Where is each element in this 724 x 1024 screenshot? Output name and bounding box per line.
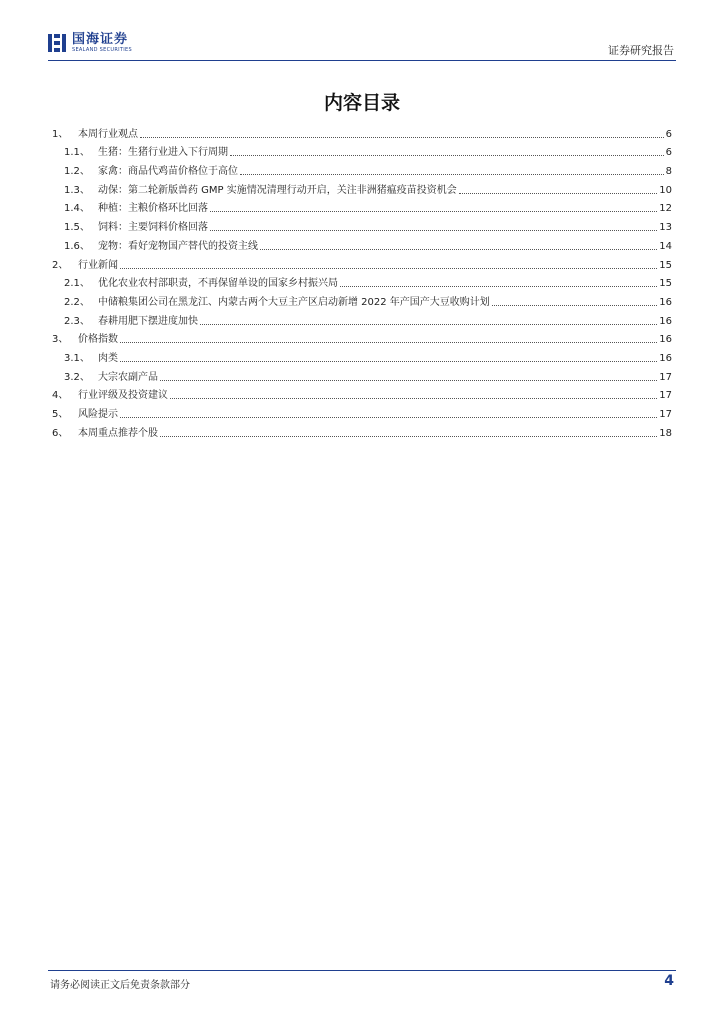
toc-entry[interactable] bbox=[52, 328, 672, 347]
toc-entry-number: 2.1、 bbox=[64, 278, 90, 290]
toc-entry-title: 肉类 bbox=[98, 352, 118, 364]
toc-entry-page: 17 bbox=[659, 390, 672, 402]
toc-entry-title: 价格指数 bbox=[78, 334, 118, 346]
toc-entry-page: 10 bbox=[659, 184, 672, 196]
toc-entry-title: 风险提示 bbox=[78, 409, 118, 420]
toc-entry-page: 13 bbox=[659, 222, 672, 234]
toc-entry[interactable] bbox=[52, 384, 672, 403]
toc-entry-title: 大宗农副产品 bbox=[98, 371, 158, 383]
toc-entry[interactable] bbox=[52, 197, 672, 216]
toc-entry[interactable] bbox=[52, 309, 672, 328]
toc-dot-leader bbox=[120, 360, 657, 362]
toc-entry-page: 12 bbox=[659, 203, 672, 215]
toc-entry-number: 3、 bbox=[52, 334, 69, 346]
page-header bbox=[48, 28, 676, 61]
toc-entry[interactable] bbox=[52, 290, 672, 309]
toc-entry-number: 1、 bbox=[52, 128, 69, 140]
toc-entry-title: 行业新闻 bbox=[78, 259, 118, 271]
sealand-logo-icon bbox=[48, 32, 68, 54]
toc-entry-number: 1.1、 bbox=[64, 147, 90, 159]
disclaimer-text: 请务必阅读正文后免责条款部分 bbox=[50, 980, 190, 991]
toc-entry-number: 4、 bbox=[52, 390, 69, 402]
toc-entry-title: 饲料：主要饲料价格回落 bbox=[98, 222, 208, 234]
toc-entry-number: 5、 bbox=[52, 409, 69, 420]
toc-dot-leader bbox=[170, 397, 657, 399]
toc-entry-title: 中储粮集团公司在黑龙江、内蒙古两个大豆主产区启动新增 2022 年产国产大豆收购计划 bbox=[98, 296, 490, 308]
table-of-contents bbox=[52, 122, 672, 440]
toc-dot-leader bbox=[230, 154, 664, 156]
toc-entry-number: 3.1、 bbox=[64, 352, 90, 364]
toc-dot-leader bbox=[459, 192, 658, 194]
toc-dot-leader bbox=[140, 136, 664, 138]
toc-entry[interactable] bbox=[52, 178, 672, 197]
toc-entry[interactable] bbox=[52, 234, 672, 253]
toc-entry-page: 17 bbox=[659, 371, 672, 383]
toc-entry-title: 生猪：生猪行业进入下行周期 bbox=[98, 147, 228, 159]
toc-dot-leader bbox=[120, 341, 657, 343]
page-footer bbox=[48, 970, 676, 991]
toc-title: 内容目录 bbox=[323, 92, 400, 114]
toc-entry[interactable] bbox=[52, 346, 672, 365]
toc-entry-title: 春耕用肥下摆进度加快 bbox=[98, 315, 198, 327]
toc-entry-number: 6、 bbox=[52, 427, 69, 439]
toc-entry-number: 2.2、 bbox=[64, 296, 90, 308]
toc-entry-title: 宠物：看好宠物国产替代的投资主线 bbox=[98, 240, 258, 252]
toc-entry[interactable] bbox=[52, 402, 672, 421]
toc-entry-page: 8 bbox=[665, 166, 672, 178]
toc-entry-number: 1.5、 bbox=[64, 222, 90, 234]
toc-entry-page: 15 bbox=[659, 259, 672, 271]
toc-dot-leader bbox=[200, 323, 657, 325]
toc-entry[interactable] bbox=[52, 253, 672, 272]
toc-dot-leader bbox=[120, 416, 657, 418]
toc-entry-page: 16 bbox=[659, 334, 672, 346]
toc-entry-page: 14 bbox=[659, 240, 672, 252]
company-logo bbox=[48, 30, 132, 56]
toc-entry-title: 行业评级及投资建议 bbox=[78, 390, 168, 402]
toc-entry-page: 18 bbox=[659, 427, 672, 439]
toc-entry-title: 优化农业农村部职责，不再保留单设的国家乡村振兴局 bbox=[98, 278, 338, 290]
toc-entry-number: 2.3、 bbox=[64, 315, 90, 327]
toc-entry[interactable] bbox=[52, 122, 672, 141]
toc-entry-page: 6 bbox=[665, 147, 672, 159]
logo-english-name: SEALAND SECURITIES bbox=[72, 46, 132, 53]
toc-entry-number: 1.2、 bbox=[64, 166, 90, 178]
toc-entry-page: 16 bbox=[659, 352, 672, 364]
page-number: 4 bbox=[664, 973, 674, 989]
toc-entry[interactable] bbox=[52, 272, 672, 291]
toc-dot-leader bbox=[160, 435, 657, 437]
toc-entry[interactable] bbox=[52, 215, 672, 234]
toc-entry[interactable] bbox=[52, 159, 672, 178]
toc-dot-leader bbox=[240, 173, 664, 175]
toc-entry-number: 3.2、 bbox=[64, 371, 90, 383]
toc-entry-title: 动保：第二轮新版兽药 GMP 实施情况清理行动开启，关注非洲猪瘟疫苗投资机会 bbox=[98, 184, 457, 196]
toc-entry-page: 6 bbox=[665, 128, 672, 140]
toc-dot-leader bbox=[120, 267, 657, 269]
toc-dot-leader bbox=[210, 229, 657, 231]
toc-entry-page: 16 bbox=[659, 296, 672, 308]
report-type-label: 证券研究报告 bbox=[608, 44, 674, 57]
toc-entry-title: 种植：主粮价格环比回落 bbox=[98, 203, 208, 215]
toc-entry-title: 家禽：商品代鸡苗价格位于高位 bbox=[98, 166, 238, 178]
toc-entry[interactable] bbox=[52, 141, 672, 160]
toc-entry-title: 本周重点推荐个股 bbox=[78, 427, 158, 439]
toc-dot-leader bbox=[160, 379, 657, 381]
logo-chinese-name: 国海证券 bbox=[72, 31, 129, 47]
toc-dot-leader bbox=[492, 304, 657, 306]
toc-entry-page: 16 bbox=[659, 315, 672, 327]
toc-entry[interactable] bbox=[52, 365, 672, 384]
toc-entry-title: 本周行业观点 bbox=[78, 128, 138, 140]
toc-dot-leader bbox=[210, 210, 657, 212]
toc-entry[interactable] bbox=[52, 421, 672, 440]
toc-entry-number: 1.3、 bbox=[64, 184, 90, 196]
toc-entry-number: 1.4、 bbox=[64, 203, 90, 215]
toc-entry-number: 2、 bbox=[52, 259, 69, 271]
toc-entry-page: 15 bbox=[659, 278, 672, 290]
toc-dot-leader bbox=[260, 248, 657, 250]
toc-entry-number: 1.6、 bbox=[64, 240, 90, 252]
toc-dot-leader bbox=[340, 285, 657, 287]
toc-entry-page: 17 bbox=[659, 409, 672, 420]
